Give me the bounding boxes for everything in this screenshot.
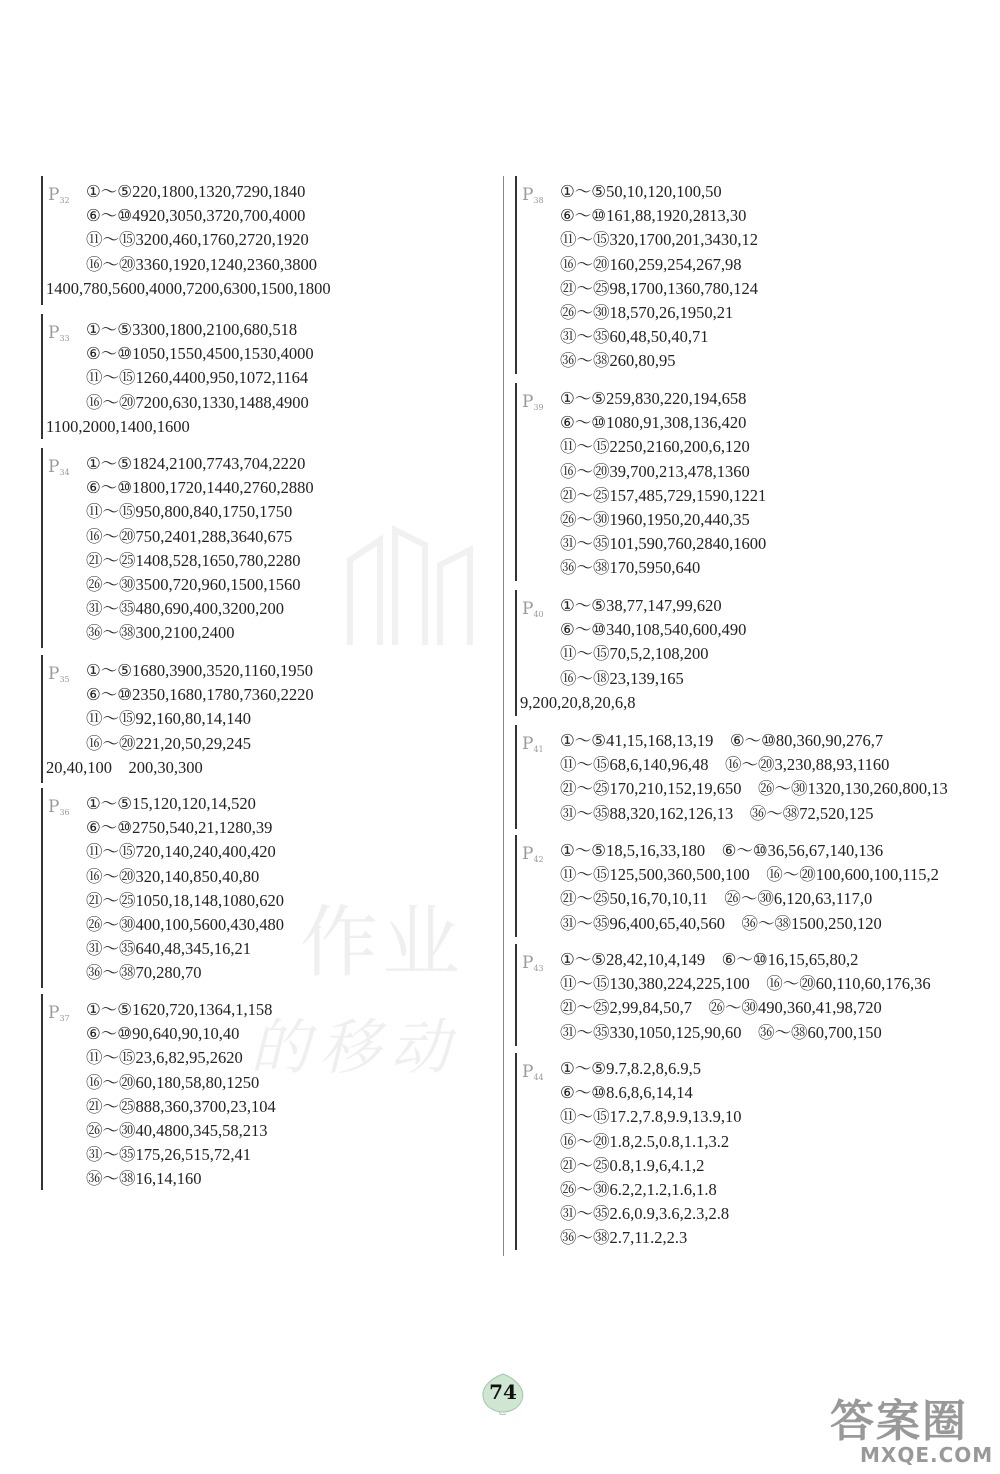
page-tag: $P_{33}$ bbox=[48, 323, 70, 343]
answer-box-p44: $P_{44}$ ①～⑤9.7,8.2,8,6.9,5 ⑥～⑩8.6,8,6,14,14 ⑪～⑮17.2,7.8,9.9,13.9,10 ⑯～⑳1.8,2.5,0.8,1.1,3.2 ㉑～㉕0.8,1.9,6,4.1,2 ㉖～㉚6.2,2,1.2,1.6,1.8 ㉛～㉟2.6,0.9,3.6,2.3,2.8 ㊱～㊳2.7,11.2,2.3 bbox=[515, 1053, 517, 1250]
answer-box-p34: $P_{34}$ ①～⑤1824,2100,7743,704,2220 ⑥～⑩1800,1720,1440,2760,2880 ⑪～⑮950,800,840,1750,1750 ⑯～⑳750,2401,288,3640,675 ㉑～㉕1408,528,1650,780,2280 ㉖～㉚3500,720,960,1500,1560 ㉛～㉟480,690,400,3200,200 ㊱～㊳300,2100,2400 bbox=[41, 448, 43, 648]
page-tag: $P_{37}$ bbox=[48, 1003, 70, 1023]
answer-box-p43: $P_{43}$ ①～⑤28,42,10,4,149 ⑥～⑩16,15,65,80,2 ⑪～⑮130,380,224,225,100 ⑯～⑳60,110,60,176,36 ㉑～㉕2,99,84,50,7 ㉖～㉚490,360,41,98,720 ㉛～㉟330,1050,125,90,60 ㊱～㊳60,700,150 bbox=[515, 944, 517, 1046]
answer-box-p42: $P_{42}$ ①～⑤18,5,16,33,180 ⑥～⑩36,56,67,140,136 ⑪～⑮125,500,360,500,100 ⑯～⑳100,600,100,115,2 ㉑～㉕50,16,70,10,11 ㉖～㉚6,120,63,117,0 ㉛～㉟96,400,65,40,560 ㊱～㊳1500,250,120 bbox=[515, 835, 517, 937]
page-tag: $P_{43}$ bbox=[522, 953, 544, 973]
page-tag: $P_{40}$ bbox=[522, 599, 544, 619]
page-tag: $P_{41}$ bbox=[522, 734, 544, 754]
site-logo-url: MXQE.COM bbox=[860, 1443, 994, 1467]
page-tag: $P_{44}$ bbox=[522, 1062, 544, 1082]
answer-box-p41: $P_{41}$ ①～⑤41,15,168,13,19 ⑥～⑩80,360,90,276,7 ⑪～⑮68,6,140,96,48 ⑯～⑳3,230,88,93,1160 ㉑～㉕170,210,152,19,650 ㉖～㉚1320,130,260,800,13 ㉛～㉟88,320,162,126,13 ㊱～㊳72,520,125 bbox=[515, 725, 517, 829]
answer-line: 20,40,100 200,30,300 bbox=[46, 757, 203, 777]
answer-line: 9,200,20,8,20,6,8 bbox=[520, 692, 636, 712]
page-tag: $P_{35}$ bbox=[48, 664, 70, 684]
page-tag: $P_{38}$ bbox=[522, 185, 544, 205]
answer-box-p38: $P_{38}$ ①～⑤50,10,120,100,50 ⑥～⑩161,88,1920,2813,30 ⑪～⑮320,1700,201,3430,12 ⑯～⑳160,259,254,267,98 ㉑～㉕98,1700,1360,780,124 ㉖～㉚18,570,26,1950,21 ㉛～㉟60,48,50,40,71 ㊱～㊳260,80,95 bbox=[515, 176, 517, 374]
page-number: 74 bbox=[489, 1380, 517, 1404]
page-tag: $P_{42}$ bbox=[522, 844, 544, 864]
answer-box-p35: $P_{35}$ ①～⑤1680,3900,3520,1160,1950 ⑥～⑩2350,1680,1780,7360,2220 ⑪～⑮92,160,80,14,140 ⑯～⑳221,20,50,29,245 20,40,100 200,30,300 bbox=[41, 655, 43, 783]
building-watermark-icon bbox=[340, 520, 480, 650]
page-tag: $P_{36}$ bbox=[48, 797, 70, 817]
answer-box-p33: $P_{33}$ ①～⑤3300,1800,2100,680,518 ⑥～⑩1050,1550,4500,1530,4000 ⑪～⑮1260,4400,950,1072,1164 ⑯～⑳7200,630,1330,1488,4900 1100,2000,1400,1600 bbox=[41, 314, 43, 439]
page-number-badge bbox=[476, 1370, 530, 1416]
answer-line: 1400,780,5600,4000,7200,6300,1500,1800 bbox=[46, 278, 331, 298]
site-logo-text: 答案圈 bbox=[830, 1396, 968, 1447]
watermark-text: 作业 bbox=[300, 898, 465, 988]
answer-box-p39: $P_{39}$ ①～⑤259,830,220,194,658 ⑥～⑩1080,91,308,136,420 ⑪～⑮2250,2160,200,6,120 ⑯～⑳39,700,213,478,1360 ㉑～㉕157,485,729,1590,1221 ㉖～㉚1960,1950,20,440,35 ㉛～㉟101,590,760,2840,1600 ㊱～㊳170,5950,640 bbox=[515, 383, 517, 581]
site-logo bbox=[830, 1385, 995, 1470]
answer-box-p37: $P_{37}$ ①～⑤1620,720,1364,1,158 ⑥～⑩90,640,90,10,40 ⑪～⑮23,6,82,95,2620 ⑯～⑳60,180,58,80,1250 ㉑～㉕888,360,3700,23,104 ㉖～㉚40,4800,345,58,213 ㉛～㉟175,26,515,72,41 ㊱～㊳16,14,160 bbox=[41, 994, 43, 1190]
answer-line: 1100,2000,1400,1600 bbox=[46, 416, 190, 436]
page-tag: $P_{39}$ bbox=[522, 392, 544, 412]
page-tag: $P_{32}$ bbox=[48, 185, 70, 205]
answer-box-p36: $P_{36}$ ①～⑤15,120,120,14,520 ⑥～⑩2750,540,21,1280,39 ⑪～⑮720,140,240,400,420 ⑯～⑳320,140,850,40,80 ㉑～㉕1050,18,148,1080,620 ㉖～㉚400,100,5600,430,480 ㉛～㉟640,48,345,16,21 ㊱～㊳70,280,70 bbox=[41, 788, 43, 988]
page-tag: $P_{34}$ bbox=[48, 457, 70, 477]
column-divider bbox=[503, 176, 504, 1256]
answer-box-p40: $P_{40}$ ①～⑤38,77,147,99,620 ⑥～⑩340,108,540,600,490 ⑪～⑮70,5,2,108,200 ⑯～⑱23,139,165 9,200,20,8,20,6,8 bbox=[515, 590, 517, 716]
watermark-subtext: 的移动 bbox=[250, 1013, 460, 1083]
answer-box-p32: $P_{32}$ ①～⑤220,1800,1320,7290,1840 ⑥～⑩4920,3050,3720,700,4000 ⑪～⑮3200,460,1760,2720,1920 ⑯～⑳3360,1920,1240,2360,3800 1400,780,5600,4000,7200,6300,1500,1800 bbox=[41, 176, 43, 305]
